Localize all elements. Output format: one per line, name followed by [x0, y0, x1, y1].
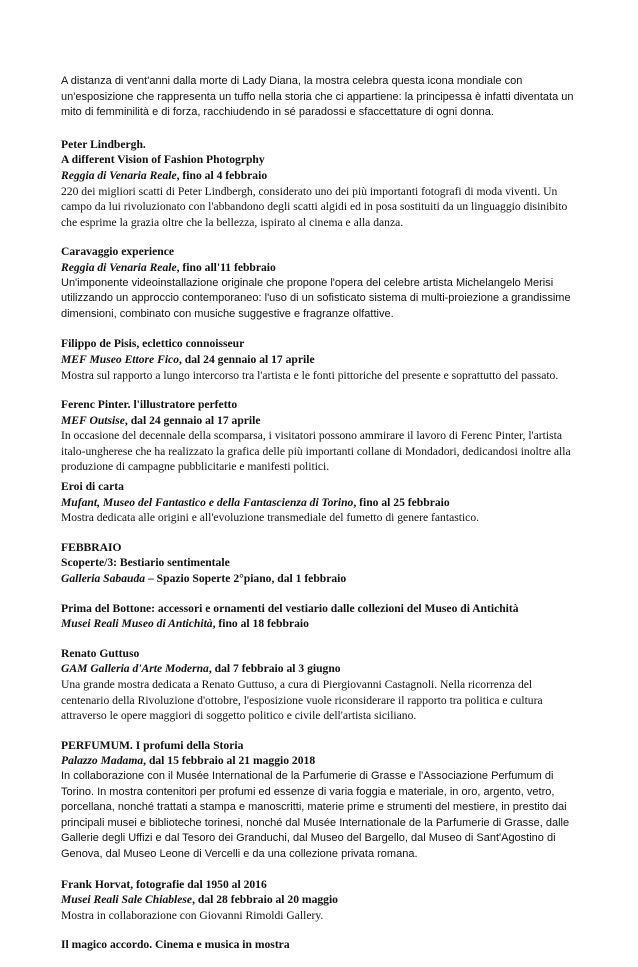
event-title: Eroi di carta	[61, 480, 124, 494]
event-title: Il magico accordo. Cinema e musica in mostra	[61, 938, 290, 952]
event-venue: MEF Museo Ettore Fico	[61, 352, 179, 366]
event-venue-line	[61, 352, 581, 368]
event-venue-line	[61, 495, 581, 511]
event-entry	[61, 646, 581, 724]
event-venue-line	[61, 168, 581, 184]
event-entry	[61, 137, 581, 231]
event-entry	[61, 244, 581, 322]
event-subtitle: A different Vision of Fashion Photogrphy	[61, 153, 265, 167]
event-description: Mostra dedicata alle origini e all'evoluzione transmediale del fumetto di genere fantastico.	[61, 511, 480, 525]
event-dates: , fino all'11 febbraio	[176, 260, 276, 274]
event-entry	[61, 336, 581, 383]
intro-paragraph: A distanza di vent'anni dalla morte di Lady Diana, la mostra celebra questa icona mondiale con un'esposizione che rappresenta un tuffo nella storia che ci appartiene: la principessa è infatti diventata un mito di femminilità e di forza, racchiudendo in sé paradossi e sfaccettature di ogni donna.	[61, 75, 574, 119]
document-page	[61, 74, 581, 967]
event-description: 220 dei migliori scatti di Peter Lindbergh, considerato uno dei più importanti fotografi di moda viventi. Un campo da lui rivoluzionato con l'abbandono degli scatti algidi ed in posa sostituiti da un linguaggio disinibito che esprime la grazia oltre che la bellezza, ispirato al cinema e alla danza.	[61, 184, 568, 229]
event-venue: Reggia di Venaria Reale	[61, 260, 177, 274]
event-title: Filippo de Pisis, eclettico connoisseur	[61, 337, 245, 351]
event-description: Mostra in collaborazione con Giovanni Rimoldi Gallery.	[61, 908, 324, 922]
event-venue: Palazzo Madama	[61, 754, 144, 768]
event-venue: Galleria Sabauda	[61, 572, 146, 586]
event-title: Renato Guttuso	[61, 646, 140, 660]
event-title: PERFUMUM. I profumi della Storia	[61, 738, 244, 752]
event-venue-line	[61, 892, 581, 908]
event-entry	[61, 540, 581, 587]
event-entry	[61, 397, 581, 475]
event-venue: Reggia di Venaria Reale	[61, 168, 177, 182]
event-dates: , dal 28 febbraio al 20 maggio	[192, 893, 338, 907]
event-dates: , fino al 18 febbraio	[212, 617, 309, 631]
event-dates: , fino al 4 febbraio	[176, 168, 268, 182]
event-venue: Musei Reali Sale Chiablese	[61, 893, 193, 907]
event-dates: , fino al 25 febbraio	[353, 495, 450, 509]
event-dates: , dal 7 febbraio al 3 giugno	[208, 662, 341, 676]
event-entry	[61, 601, 581, 632]
event-venue: GAM Galleria d'Arte Moderna	[61, 662, 209, 676]
event-description: Mostra sul rapporto a lungo intercorso tra l'artista e le fonti pittoriche del presente e soprattutto del passato.	[61, 368, 559, 382]
event-dates: – Spazio Soperte 2°piano, dal 1 febbraio	[145, 572, 347, 586]
event-venue-line	[61, 661, 581, 677]
event-description: In collaborazione con il Musée International de la Parfumerie di Grasse e l'Associazione Perfumum di Torino. In mostra contenitori per profumi ed essenze di varia foggia e materiale, in oro, argento, vetro, porcellana, nonché trattati a stampa e manoscritti, materie prime e strumenti del mestiere, in prestito dai principali musei e biblioteche torinesi, nonché dal Musée Internationale de la Parfumerie di Grasse, dalle Gallerie degli Uffizi e dal Tesoro dei Granduchi, dal Museo del Bargello, dal Museo di Sant'Agostino di Genova, dal Museo Leone di Vercelli e da una collezione privata romana.	[61, 769, 570, 860]
month-heading: FEBBRAIO	[61, 540, 122, 554]
event-dates: , dal 24 gennaio al 17 aprile	[124, 413, 261, 427]
event-description: In occasione del decennale della scomparsa, i visitatori possono ammirare il lavoro di Ferenc Pinter, l'artista italo-ungherese che ha realizzato la grafica delle più importanti collane di Mondadori, dedicandosi inoltre alla produzione di campagne pubblicitarie e manifesti politici.	[61, 429, 571, 474]
event-title: Frank Horvat, fotografie dal 1950 al 2016	[61, 877, 267, 891]
event-title: Peter Lindbergh.	[61, 137, 146, 151]
event-title: Scoperte/3: Bestiario sentimentale	[61, 556, 230, 570]
event-title: Ferenc Pinter. l'illustratore perfetto	[61, 398, 238, 412]
event-venue-line	[61, 571, 581, 587]
event-venue-line	[61, 616, 581, 632]
event-description: Una grande mostra dedicata a Renato Guttuso, a cura di Piergiovanni Castagnoli. Nella ricorrenza del centenario della Rivoluzione d'ottobre, l'esposizione vuole riconsiderare il rapporto tra politica e cultura attraverso le opere maggiori di soggetto politico e civile dell'artista siciliano.	[61, 678, 543, 723]
event-entry	[61, 877, 581, 924]
event-title: Prima del Bottone: accessori e ornamenti del vestiario dalle collezioni del Museo di Antichità	[61, 601, 519, 615]
event-venue: MEF Outsise	[61, 413, 125, 427]
event-venue-line	[61, 753, 581, 769]
event-venue-line	[61, 260, 581, 276]
event-entry	[61, 937, 581, 953]
event-dates: , dal 24 gennaio al 17 aprile	[179, 352, 315, 366]
event-title: Caravaggio experience	[61, 245, 175, 259]
event-entry	[61, 738, 581, 863]
event-dates: , dal 15 febbraio al 21 maggio 2018	[143, 754, 316, 768]
event-description: Un'imponente videoinstallazione originale che propone l'opera del celebre artista Michelangelo Merisi utilizzando un approccio contemporaneo: l'uso di un sofisticato sistema di multi-proiezione a grandissime dimensioni, combinato con musiche suggestive e fragranze olfattive.	[61, 276, 571, 320]
event-venue: Mufant, Museo del Fantastico e della Fantascienza di Torino	[61, 495, 354, 509]
event-venue-line	[61, 413, 581, 429]
event-venue: Musei Reali Museo di Antichità	[61, 617, 213, 631]
event-entry	[61, 479, 581, 526]
